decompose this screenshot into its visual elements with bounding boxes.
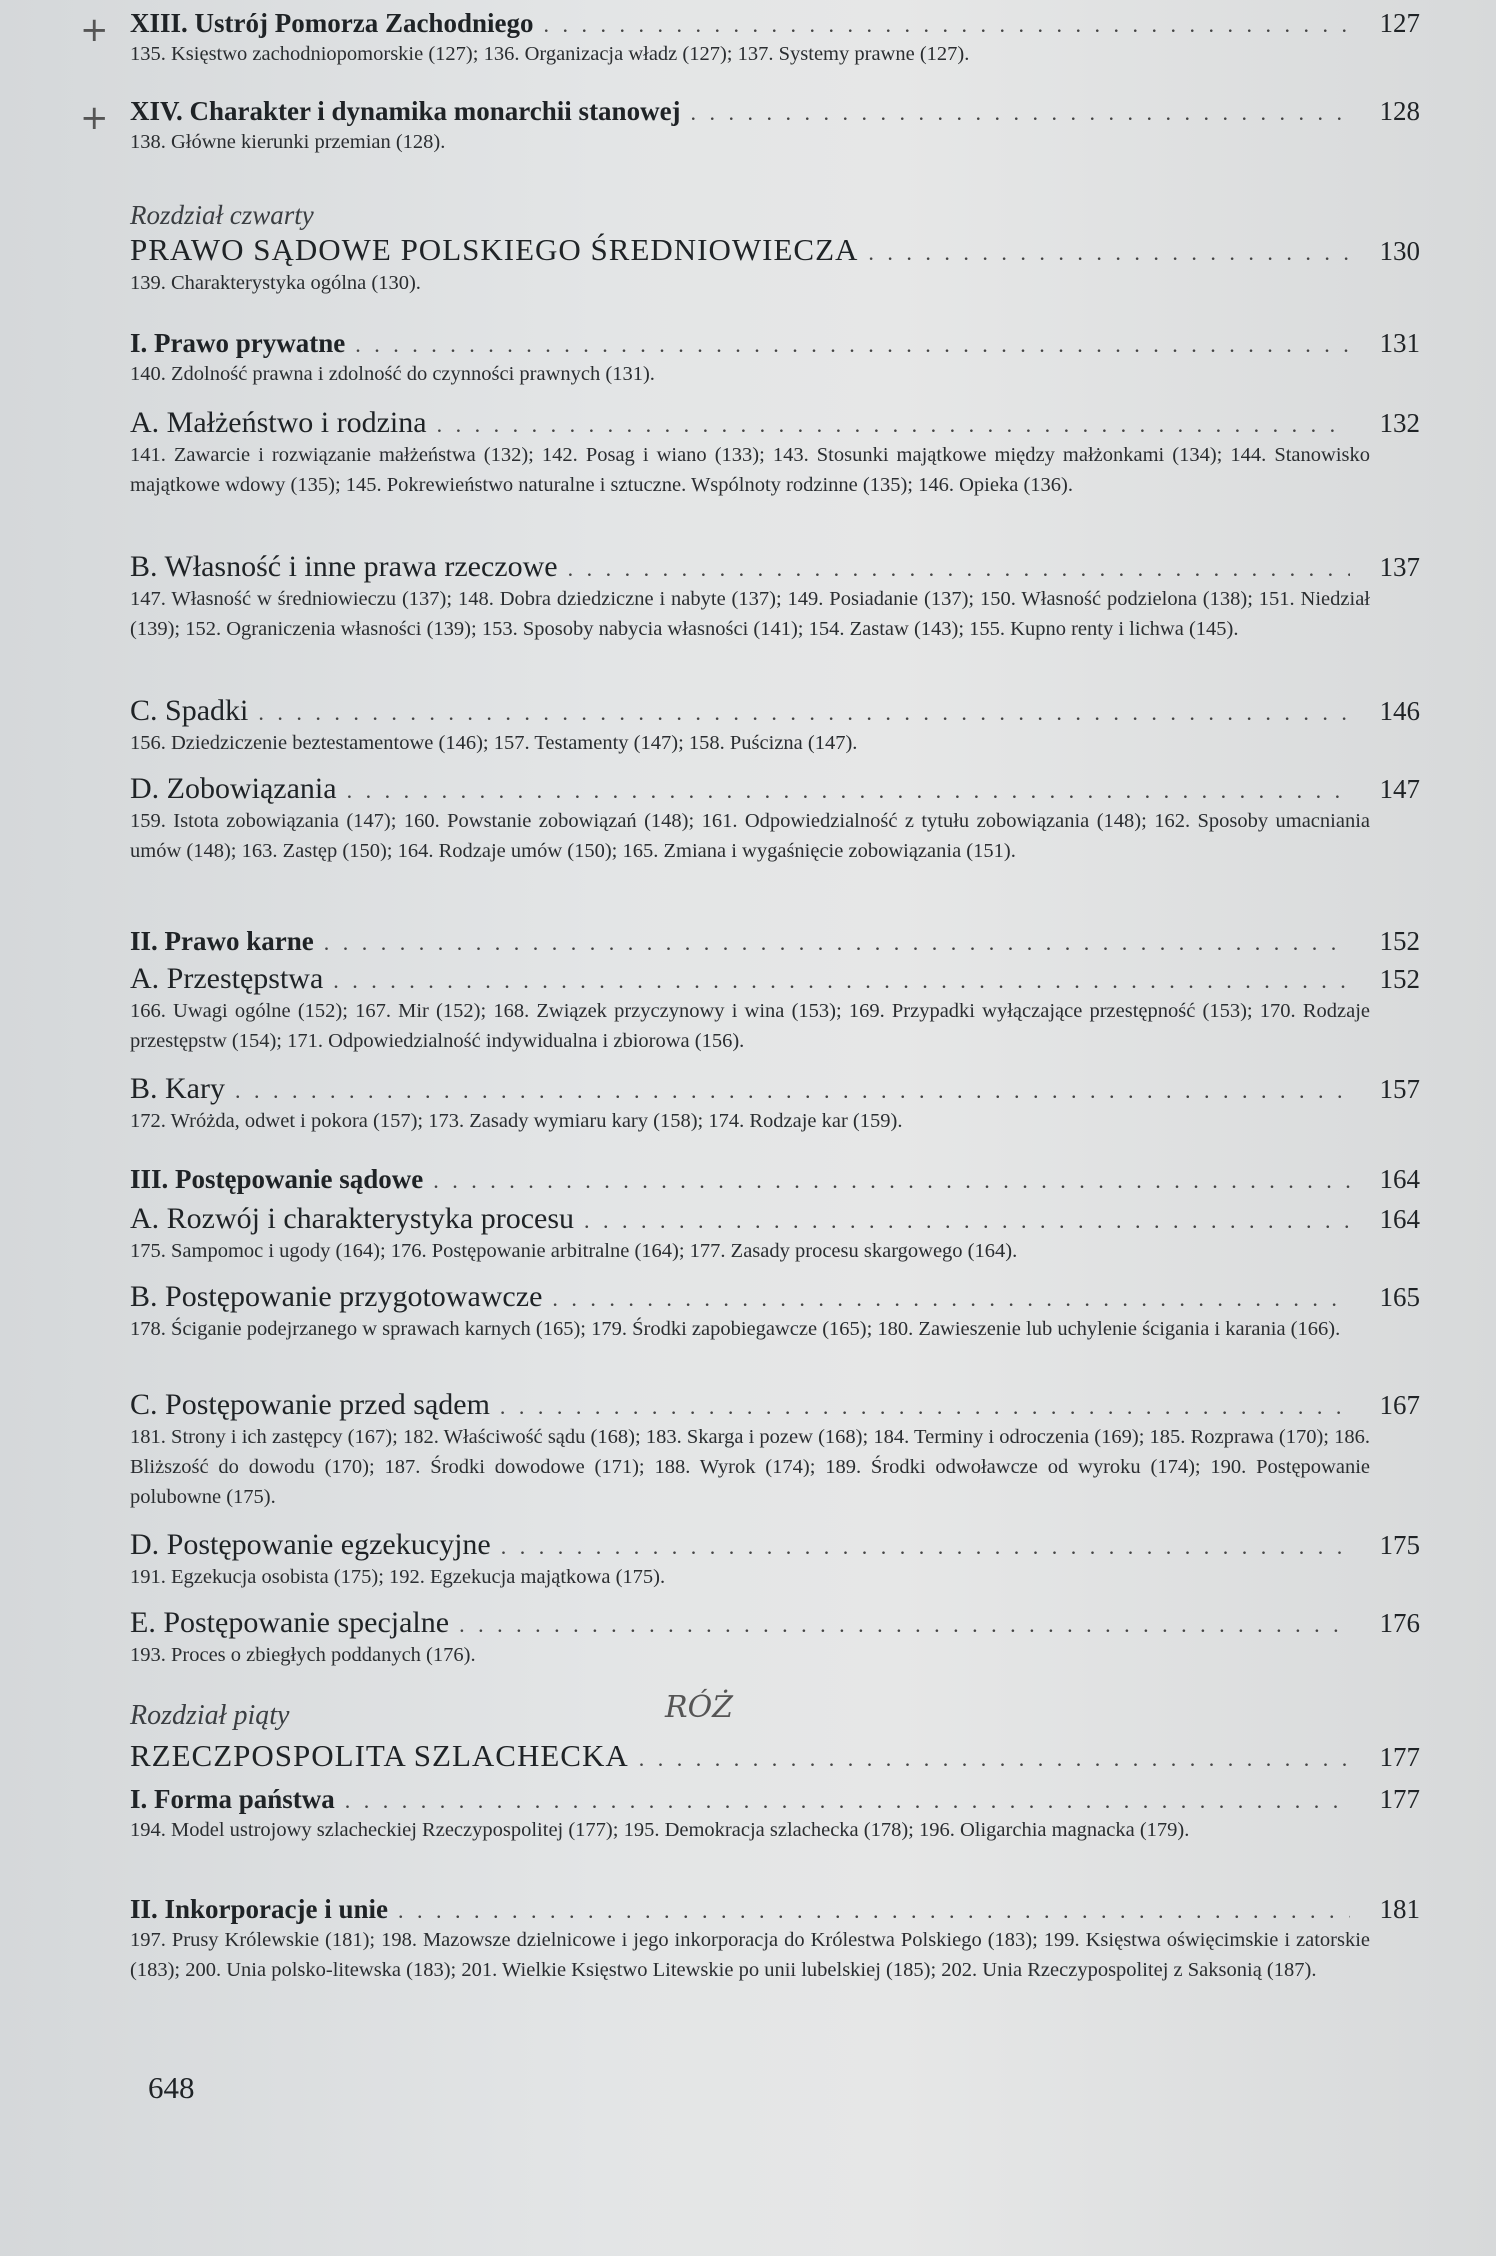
entry-page: 130 [1379, 236, 1420, 266]
entry-title: B. Postępowanie przygotowawcze [130, 1280, 543, 1313]
entry-page: 175 [1379, 1530, 1420, 1560]
entry-page: 177 [1379, 1742, 1420, 1772]
entry-page: 146 [1379, 696, 1420, 726]
toc-entry [130, 772, 1420, 866]
entry-title: II. Inkorporacje i unie [130, 1894, 389, 1924]
entry-subtopics: 139. Charakterystyka ogólna (130). [130, 272, 421, 294]
toc-entry [130, 1164, 1420, 1195]
toc-entry [130, 1280, 1420, 1344]
entry-title: RZECZPOSPOLITA SZLACHECKA [130, 1738, 629, 1773]
toc-entry [130, 406, 1420, 500]
entry-subtopics: 194. Model ustrojowy szlacheckiej Rzeczypospolitej (177); 195. Demokracja szlachecka (178); 196. Oligarchia magnacka (179). [130, 1819, 1190, 1841]
entry-page: 157 [1379, 1074, 1420, 1104]
entry-title: A. Przestępstwa [130, 962, 324, 995]
handwritten-note: RÓŻ [665, 1690, 734, 1725]
entry-title: E. Postępowanie specjalne [130, 1606, 450, 1639]
entry-page: 152 [1379, 926, 1420, 956]
toc-entry [130, 1894, 1420, 1985]
entry-subtopics: 159. Istota zobowiązania (147); 160. Powstanie zobowiązań (148); 161. Odpowiedzialność z tytułu zobowiązania (148); 162. Sposoby umacniania umów (148); 163. Zastęp (150); 164. Rodzaje umów (150); 165. Zmiana i wygaśnięcie zobowiązania (151). [130, 810, 1370, 862]
toc-entry [130, 926, 1420, 957]
toc-entry [130, 1738, 1420, 1774]
entry-page: 165 [1379, 1282, 1420, 1312]
entry-subtopics: 166. Uwagi ogólne (152); 167. Mir (152); 168. Związek przyczynowy i wina (153); 169. Przypadki wyłączające przestępność (153); 170. Rodzaje przestępstw (154); 171. Odpowiedzialność indywidualna i zbiorowa (156). [130, 1000, 1370, 1052]
pen-cross-mark: + [80, 10, 109, 50]
chapter-label: Rozdział piąty [130, 1700, 290, 1731]
toc-entry [130, 1784, 1420, 1845]
entry-page: 152 [1379, 964, 1420, 994]
entry-subtopics: 178. Ściganie podejrzanego w sprawach karnych (165); 179. Środki zapobiegawcze (165); 180. Zawieszenie lub uchylenie ścigania i karania (166). [130, 1318, 1341, 1340]
entry-title: A. Małżeństwo i rodzina [130, 406, 427, 439]
entry-page: 167 [1379, 1390, 1420, 1420]
entry-subtopics: 138. Główne kierunki przemian (128). [130, 131, 446, 153]
toc-entry [130, 232, 1420, 298]
page-number: 648 [148, 2070, 195, 2105]
toc-entry [130, 962, 1420, 1056]
entry-title: C. Postępowanie przed sądem [130, 1388, 490, 1421]
toc-entry [130, 8, 1420, 69]
pen-cross-mark: + [80, 98, 109, 138]
entry-subtopics: 135. Księstwo zachodniopomorskie (127); 136. Organizacja władz (127); 137. Systemy prawne (127). [130, 43, 970, 65]
toc-entry [130, 96, 1420, 157]
chapter-label: Rozdział czwarty [130, 200, 314, 230]
toc-entry [130, 1388, 1420, 1512]
entry-title: PRAWO SĄDOWE POLSKIEGO ŚREDNIOWIECZA [130, 232, 859, 267]
entry-subtopics: 191. Egzekucja osobista (175); 192. Egzekucja majątkowa (175). [130, 1566, 666, 1588]
entry-subtopics: 141. Zawarcie i rozwiązanie małżeństwa (132); 142. Posag i wiano (133); 143. Stosunki majątkowe między małżonkami (134); 144. Stanowisko majątkowe wdowy (135); 145. Pokrewieństwo naturalne i sztuczne. Wspólnoty rodzinne (135); 146. Opieka (136). [130, 444, 1370, 496]
entry-page: 164 [1379, 1204, 1420, 1234]
entry-title: III. Postępowanie sądowe [130, 1164, 424, 1194]
toc-entry [130, 1072, 1420, 1136]
entry-title: B. Własność i inne prawa rzeczowe [130, 550, 558, 583]
toc-entry [130, 550, 1420, 644]
entry-page: 132 [1379, 408, 1420, 438]
entry-title: II. Prawo karne [130, 926, 314, 956]
entry-page: 127 [1379, 8, 1420, 38]
toc-entry [130, 328, 1420, 389]
entry-title: I. Prawo prywatne [130, 328, 346, 358]
entry-title: D. Postępowanie egzekucyjne [130, 1528, 491, 1561]
entry-title: B. Kary [130, 1072, 225, 1105]
toc-entry [130, 694, 1420, 758]
entry-subtopics: 193. Proces o zbiegłych poddanych (176). [130, 1644, 476, 1666]
entry-page: 176 [1379, 1608, 1420, 1638]
toc-entry [130, 1528, 1420, 1592]
entry-title: D. Zobowiązania [130, 772, 337, 805]
entry-page: 137 [1379, 552, 1420, 582]
entry-page: 164 [1379, 1164, 1420, 1194]
entry-page: 131 [1379, 328, 1420, 358]
entry-subtopics: 175. Sampomoc i ugody (164); 176. Postępowanie arbitralne (164); 177. Zasady procesu skargowego (164). [130, 1240, 1018, 1262]
entry-title: XIII. Ustrój Pomorza Zachodniego [130, 8, 534, 38]
entry-subtopics: 140. Zdolność prawna i zdolność do czynności prawnych (131). [130, 363, 655, 385]
entry-subtopics: 172. Wróżda, odwet i pokora (157); 173. Zasady wymiaru kary (158); 174. Rodzaje kar (159). [130, 1110, 903, 1132]
entry-title: XIV. Charakter i dynamika monarchii stanowej [130, 96, 681, 126]
entry-subtopics: 197. Prusy Królewskie (181); 198. Mazowsze dzielnicowe i jego inkorporacja do Królestwa Polskiego (183); 199. Księstwa oświęcimskie i zatorskie (183); 200. Unia polsko-litewska (183); 201. Wielkie Księstwo Litewskie po unii lubelskiej (185); 202. Unia Rzeczypospolitej z Saksonią (187). [130, 1929, 1370, 1981]
entry-subtopics: 181. Strony i ich zastępcy (167); 182. Właściwość sądu (168); 183. Skarga i pozew (168); 184. Terminy i odroczenia (169); 185. Rozprawa (170); 186. Bliższość do dowodu (170); 187. Środki dowodowe (171); 188. Wyrok (174); 189. Środki odwoławcze od wyroku (174); 190. Postępowanie polubowne (175). [130, 1426, 1370, 1508]
entry-title: A. Rozwój i charakterystyka procesu [130, 1202, 575, 1235]
entry-title: C. Spadki [130, 694, 249, 727]
toc-entry [130, 1606, 1420, 1670]
entry-page: 177 [1379, 1784, 1420, 1814]
entry-title: I. Forma państwa [130, 1784, 335, 1814]
toc-entry [130, 1202, 1420, 1266]
entry-page: 128 [1379, 96, 1420, 126]
entry-page: 181 [1379, 1894, 1420, 1924]
entry-page: 147 [1379, 774, 1420, 804]
entry-subtopics: 147. Własność w średniowieczu (137); 148. Dobra dziedziczne i nabyte (137); 149. Posiadanie (137); 150. Własność podzielona (138); 151. Niedział (139); 152. Ograniczenia własności (139); 153. Sposoby nabycia własności (141); 154. Zastaw (143); 155. Kupno renty i lichwa (145). [130, 588, 1370, 640]
entry-subtopics: 156. Dziedziczenie beztestamentowe (146); 157. Testamenty (147); 158. Puścizna (147). [130, 732, 858, 754]
